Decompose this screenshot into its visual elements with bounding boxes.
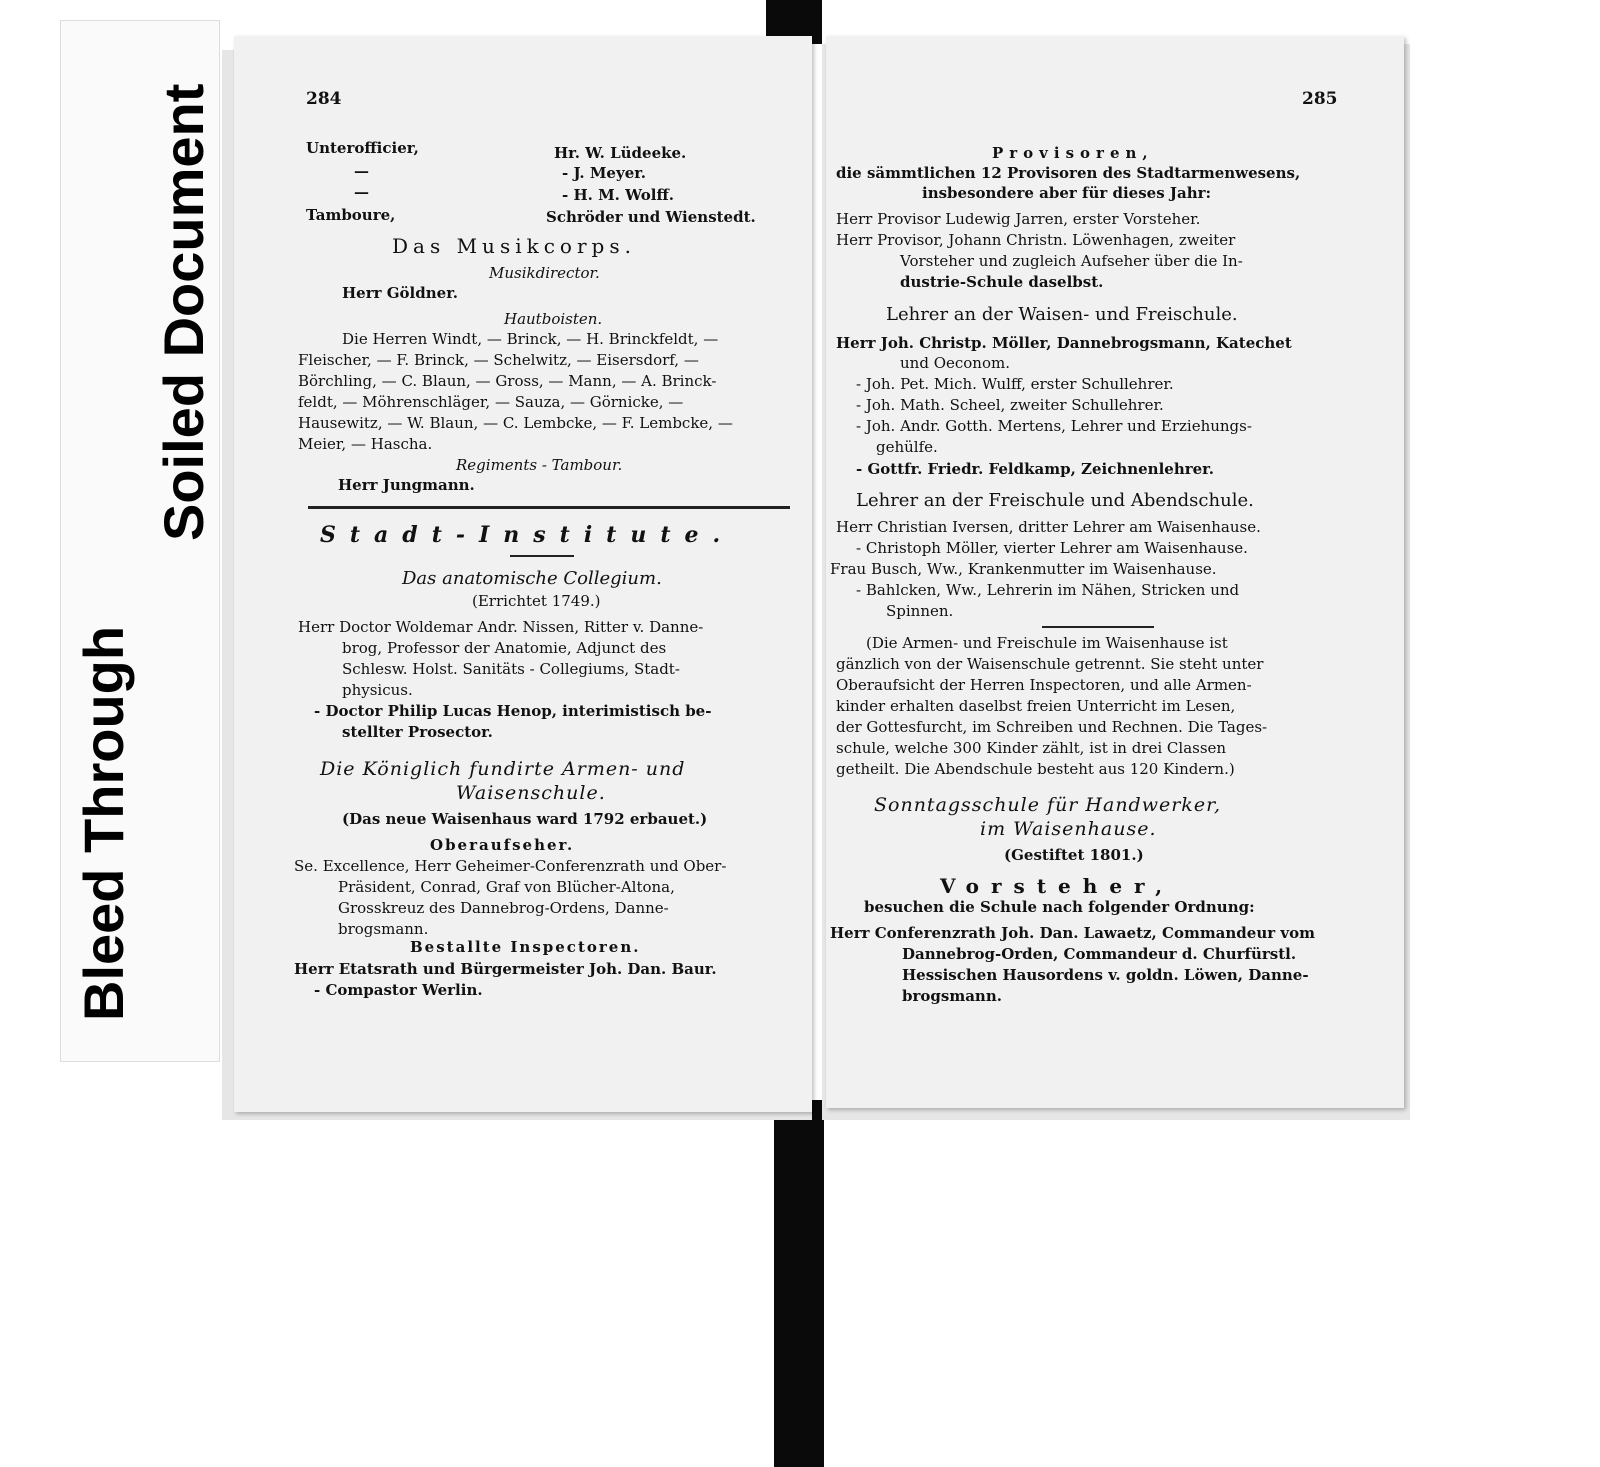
provisoren-sub: die sämmtlichen 12 Provisoren des Stadtarmenwesens, [836,164,1301,182]
note-line: gänzlich von der Waisenschule getrennt. Sie steht unter [836,655,1264,673]
vorsteher-line: Herr Conferenzrath Joh. Dan. Lawaetz, Commandeur vom [830,924,1315,942]
rank-role: Tamboure, [306,206,396,224]
hautboisten-line: feldt, — Möhrenschläger, — Sauza, — Görnicke, — [298,393,684,411]
sonntag-heading-1: Sonntagsschule für Handwerker, [874,794,1222,816]
note-line: getheilt. Die Abendschule besteht aus 120 Kindern.) [836,760,1235,778]
schule-heading-1: Die Königlich fundirte Armen- und [320,758,686,780]
rank-role: Unterofficier, [306,139,419,157]
vorsteher-line: Hessischen Hausordens v. goldn. Löwen, Danne- [902,966,1309,984]
lehrer2-line: Frau Busch, Ww., Krankenmutter im Waisenhause. [830,560,1217,578]
rank-name: Schröder und Wienstedt. [546,208,756,226]
anatom-line: brog, Professor der Anatomie, Adjunct des [342,639,667,657]
note-line: schule, welche 300 Kinder zählt, ist in drei Classen [836,739,1227,757]
tambour-label: Regiments - Tambour. [456,456,623,474]
lehrer1-line: Herr Joh. Christp. Möller, Dannebrogsmann, Katechet [836,334,1292,352]
rank-role: — [354,183,369,201]
inspectoren-line: Herr Etatsrath und Bürgermeister Joh. Dan. Baur. [294,960,717,978]
note-line: Oberaufsicht der Herren Inspectoren, und alle Armen- [836,676,1252,694]
lehrer1-line: - Joh. Andr. Gotth. Mertens, Lehrer und Erziehungs- [856,417,1252,435]
sonntag-heading-2: im Waisenhause. [980,818,1157,840]
lehrer1-line: - Joh. Math. Scheel, zweiter Schullehrer. [856,396,1164,414]
hautboisten-line: Meier, — Hascha. [298,435,433,453]
rank-role: — [354,162,369,180]
lehrer2-heading: Lehrer an der Freischule und Abendschule. [856,490,1254,511]
musikdirector-name: Herr Göldner. [342,284,458,302]
note-line: kinder erhalten daselbst freien Unterricht im Lesen, [836,697,1236,715]
lehrer2-line: - Bahlcken, Ww., Lehrerin im Nähen, Stricken und [856,581,1240,599]
hautboisten-line: Fleischer, — F. Brinck, — Schelwitz, — Eisersdorf, — [298,351,699,369]
hautboisten-line: Hausewitz, — W. Blaun, — C. Lembcke, — F. Lembcke, — [298,414,733,432]
page-number-left: 284 [306,89,342,109]
provisoren-line: dustrie-Schule daselbst. [900,273,1104,291]
oberaufseher-heading: Oberaufseher. [430,836,575,854]
label-line-soiled: Soiled Document [152,83,215,541]
oberaufseher-line: brogsmann. [338,920,429,938]
vorsteher-sub: besuchen die Schule nach folgender Ordnung: [864,898,1255,916]
vorsteher-heading: Vorsteher, [940,874,1175,898]
lehrer2-line: Spinnen. [886,602,954,620]
provisoren-heading: Provisoren, [992,144,1154,162]
left-page [234,36,812,1112]
lehrer1-heading: Lehrer an der Waisen- und Freischule. [886,304,1238,325]
label-line-bleed: Bleed Through [72,625,135,1021]
oberaufseher-line: Präsident, Conrad, Graf von Blücher-Altona, [338,878,675,896]
right-page [826,36,1404,1108]
anatom-line: Schlesw. Holst. Sanitäts - Collegiums, Stadt- [342,660,680,678]
schule-note: (Das neue Waisenhaus ward 1792 erbauet.) [342,810,708,828]
anatom-line: - Doctor Philip Lucas Henop, interimistisch be- [314,702,712,720]
oberaufseher-line: Grosskreuz des Dannebrog-Ordens, Danne- [338,899,669,917]
hautboisten-label: Hautboisten. [504,310,603,328]
tambour-name: Herr Jungmann. [338,476,475,494]
vorsteher-line: Dannebrog-Orden, Commandeur d. Churfürstl. [902,945,1297,963]
section-rule [308,506,790,509]
institute-heading: Stadt-Institute. [320,522,735,548]
note-line: der Gottesfurcht, im Schreiben und Rechnen. Die Tages- [836,718,1268,736]
anatom-heading: Das anatomische Collegium. [402,568,662,589]
anatom-line: physicus. [342,681,413,699]
lehrer1-line: gehülfe. [876,438,938,456]
rank-name: - J. Meyer. [562,164,646,182]
heading-underline [510,555,574,557]
anatom-line: stellter Prosector. [342,723,493,741]
schule-heading-2: Waisenschule. [456,782,606,804]
provisoren-line: Vorsteher und zugleich Aufseher über die In- [900,252,1243,270]
binding-strap-bottom [774,1100,824,1467]
section-rule [1042,626,1154,628]
vorsteher-line: brogsmann. [902,987,1002,1005]
provisoren-line: Herr Provisor, Johann Christn. Löwenhagen, zweiter [836,231,1236,249]
oberaufseher-line: Se. Excellence, Herr Geheimer-Conferenzrath und Ober- [294,857,727,875]
sonntag-date: (Gestiftet 1801.) [1004,846,1144,864]
rank-name: - H. M. Wolff. [562,186,674,204]
lehrer1-line: - Joh. Pet. Mich. Wulff, erster Schullehrer. [856,375,1174,393]
lehrer1-line: und Oeconom. [900,354,1010,372]
page-number-right: 285 [1302,89,1338,109]
note-line: (Die Armen- und Freischule im Waisenhause ist [866,634,1228,652]
musikcorps-heading: Das Musikcorps. [392,234,636,258]
anatom-date: (Errichtet 1749.) [472,592,601,610]
provisoren-line: Herr Provisor Ludewig Jarren, erster Vorsteher. [836,210,1201,228]
lehrer2-line: Herr Christian Iversen, dritter Lehrer am Waisenhause. [836,518,1261,536]
provisoren-sub: insbesondere aber für dieses Jahr: [922,184,1212,202]
anatom-line: Herr Doctor Woldemar Andr. Nissen, Ritter v. Danne- [298,618,704,636]
rank-name: Hr. W. Lüdeeke. [554,144,687,162]
lehrer2-line: - Christoph Möller, vierter Lehrer am Waisenhause. [856,539,1248,557]
hautboisten-line: Die Herren Windt, — Brinck, — H. Brinckfeldt, — [342,330,719,348]
inspectoren-line: - Compastor Werlin. [314,981,483,999]
lehrer1-line: - Gottfr. Friedr. Feldkamp, Zeichnenlehrer. [856,460,1214,478]
soiled-document-label [60,20,220,1062]
hautboisten-line: Börchling, — C. Blaun, — Gross, — Mann, — A. Brinck- [298,372,717,390]
musikdirector-label: Musikdirector. [489,264,600,282]
inspectoren-heading: Bestallte Inspectoren. [410,938,641,956]
